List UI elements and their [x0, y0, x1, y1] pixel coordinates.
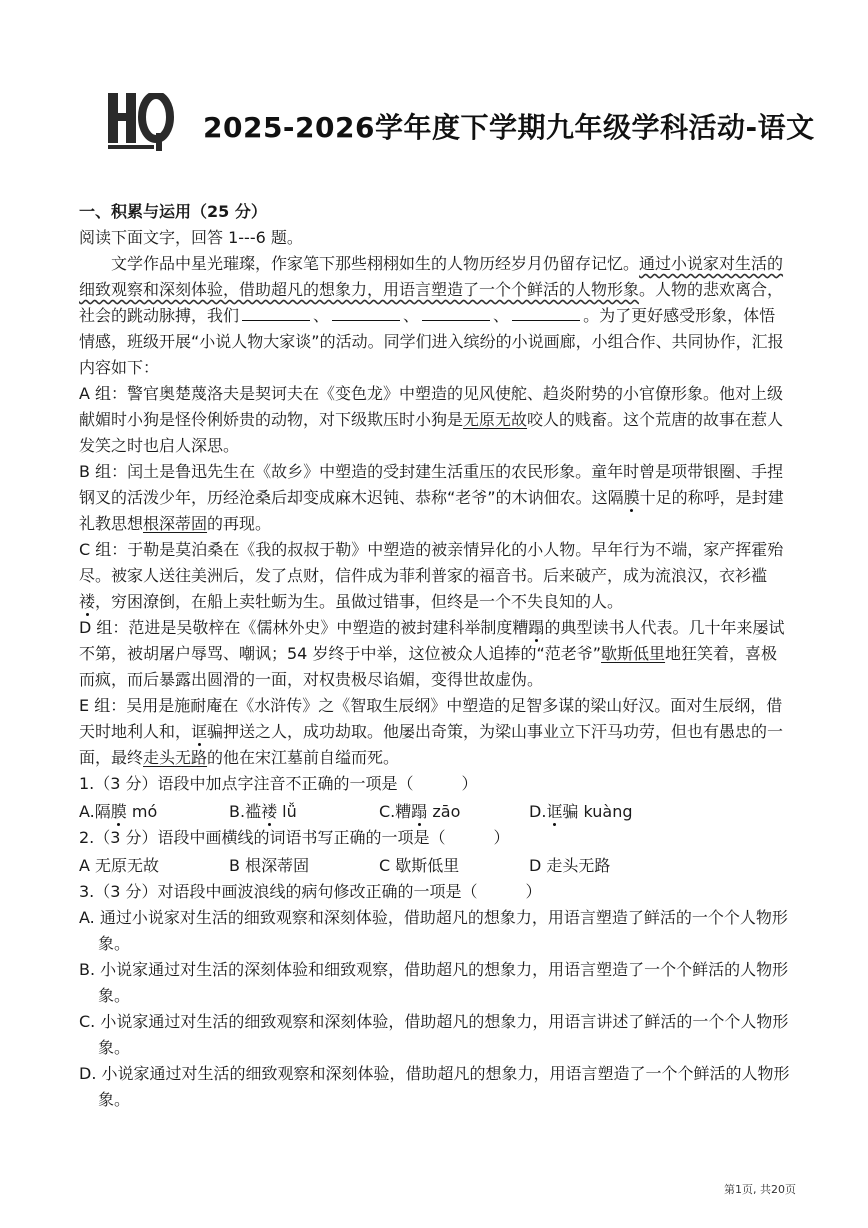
group-c-text: C 组：于勒是莫泊桑在《我的叔叔于勒》中塑造的被亲情异化的小人物。早年行为不端，家产挥霍殆尽。被家人送往美洲后，发了点财，信件成为菲利普家的福音书。后来破产，成为流浪汉，衣衫褴褛，穷困潦倒，在船上卖牡蛎为生。虽做过错事，但终是一个不失良知的人。 [79, 540, 784, 611]
section-intro: 阅读下面文字，回答 1---6 题。 [79, 228, 303, 247]
question-2-stem: 2.（3 分）语段中画横线的词语书写正确的一项是（ ） [79, 828, 510, 847]
dotted-char: 诓 [191, 722, 208, 741]
group-a-text: A 组：警官奥楚蔑洛夫是契诃夫在《变色龙》中塑造的见风使舵、趋炎附势的小官僚形象。他对上级献媚时小狗是怪伶俐娇贵的动物，对下级欺压时小狗是无原无故咬人的贱畜。这个荒唐的故事在惹人发笑之时也启人深思。 [79, 384, 784, 455]
page-title: 2025-2026学年度下学期九年级学科活动-语文 [203, 111, 815, 144]
wavy-underlined-sentence: 通过小说家对生活的细致观察和深刻体验，借助超凡的想象力，用语言塑造了一个个鲜活的人物形象 [79, 254, 784, 299]
page-number: 第1页, 共20页 [724, 1183, 796, 1196]
fill-blank-2[interactable] [332, 304, 400, 321]
exam-content [79, 199, 791, 1113]
passage-paragraph: 文学作品中星光璀璨，作家笔下那些栩栩如生的人物历经岁月仍留存记忆。通过小说家对生活的细致观察和深刻体验，借助超凡的想象力，用语言塑造了一个个鲜活的人物形象。人物的悲欢离合，社会的跳动脉搏，我们 、 、 、 。为了更好感受形象，体悟情感，班级开展“小说人物大家谈”的活动。同学们进入缤纷的小说画廊，小组合作、共同协作，汇报内容如下： [79, 254, 784, 377]
q1-option-c[interactable]: C.糟蹋 zāo [379, 802, 461, 821]
q1-option-a[interactable]: A.隔膜 mó [79, 802, 158, 821]
underlined-word: 走头无路 [143, 748, 208, 767]
q3-option-c[interactable]: C. 小说家通过对生活的细致观察和深刻体验，借助超凡的想象力，用语言讲述了鲜活的一个个人物形象。 [79, 1012, 789, 1057]
underlined-word: 无原无故 [463, 410, 528, 429]
fill-blank-3[interactable] [422, 304, 490, 321]
q2-option-a[interactable]: A 无原无故 [79, 856, 160, 875]
q2-option-b[interactable]: B 根深蒂固 [229, 856, 310, 875]
group-d-text: D 组：范进是吴敬梓在《儒林外史》中塑造的被封建科举制度糟蹋的典型读书人代表。几十年来屡试不第，被胡屠户辱骂、嘲讽；54 岁终于中举，这位被众人追捧的“范老爷”歇斯低里地狂笑着，喜极而疯，而后暴露出圆滑的一面，对权贵极尽谄媚，变得世故虚伪。 [79, 618, 785, 689]
underlined-word: 根深蒂固 [143, 514, 208, 533]
underlined-word: 歇斯低里 [601, 644, 666, 663]
question-2-options [79, 853, 791, 879]
question-1-options [79, 799, 791, 825]
group-b-text: B 组：闰土是鲁迅先生在《故乡》中塑造的受封建生活重压的农民形象。童年时曾是项带银圈、手捏钢叉的活泼少年，历经沧桑后却变成麻木迟钝、恭称“老爷”的木讷佃农。这隔膜十足的称呼，是封建礼教思想根深蒂固的再现。 [79, 462, 784, 533]
question-3-stem: 3.（3 分）对语段中画波浪线的病句修改正确的一项是（ ） [79, 882, 542, 901]
fill-blank-4[interactable] [512, 304, 580, 321]
dotted-char: 褛 [79, 592, 96, 611]
q3-option-a[interactable]: A. 通过小说家对生活的细致观察和深刻体验，借助超凡的想象力，用语言塑造了鲜活的一个个人物形象。 [79, 908, 788, 953]
q3-option-b[interactable]: B. 小说家通过对生活的深刻体验和细致观察，借助超凡的想象力，用语言塑造了一个个鲜活的人物形象。 [79, 960, 789, 1005]
group-e-text: E 组：吴用是施耐庵在《水浒传》之《智取生辰纲》中塑造的足智多谋的梁山好汉。面对生辰纲，借天时地利人和，诓骗押送之人，成功劫取。他屡出奇策，为梁山事业立下汗马功劳，但也有愚忠的一面，最终走头无路的他在宋江墓前自缢而死。 [79, 696, 784, 767]
hq-logo [108, 93, 174, 151]
dotted-char: 膜 [623, 488, 640, 507]
q1-option-d[interactable]: D.诓骗 kuàng [529, 802, 633, 821]
question-1-stem: 1.（3 分）语段中加点字注音不正确的一项是（ ） [79, 774, 478, 793]
fill-blank-1[interactable] [242, 304, 310, 321]
q1-option-b[interactable]: B.褴褛 lǚ [229, 802, 297, 821]
q3-option-d[interactable]: D. 小说家通过对生活的细致观察和深刻体验，借助超凡的想象力，用语言塑造了一个个鲜活的人物形象。 [79, 1064, 790, 1109]
q2-option-d[interactable]: D 走头无路 [529, 856, 611, 875]
q2-option-c[interactable]: C 歇斯低里 [379, 856, 460, 875]
section-heading: 一、积累与运用（25 分） [79, 202, 267, 221]
dotted-char: 蹋 [528, 618, 545, 637]
